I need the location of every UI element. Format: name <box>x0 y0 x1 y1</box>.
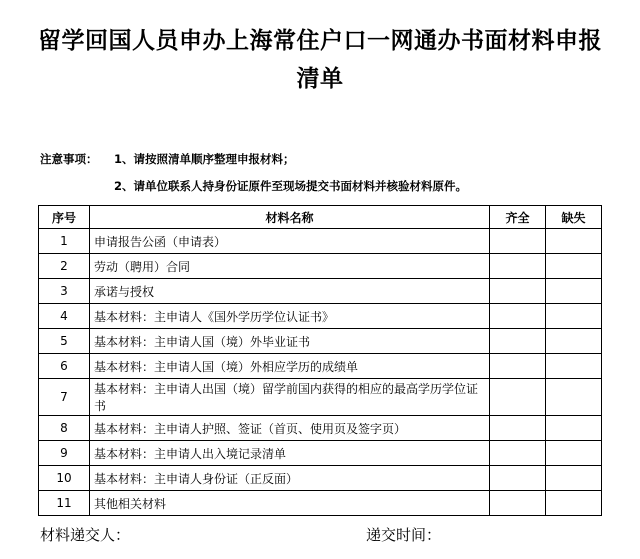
table-row <box>39 329 602 354</box>
notes-label: 注意事项： <box>40 152 98 166</box>
complete-cell[interactable] <box>490 304 546 329</box>
missing-cell[interactable] <box>546 354 602 379</box>
materials-table <box>38 205 602 516</box>
row-material-name: 基本材料：主申请人护照、签证（首页、使用页及签字页） <box>90 416 490 441</box>
row-number: 2 <box>39 254 90 279</box>
row-material-name: 基本材料：主申请人身份证（正反面） <box>90 466 490 491</box>
note-item-1: 1、请按照清单顺序整理申报材料； <box>114 152 295 166</box>
complete-cell[interactable] <box>490 491 546 516</box>
complete-cell[interactable] <box>490 379 546 416</box>
submitter-label: 材料递交人： <box>40 526 131 544</box>
missing-cell[interactable] <box>546 441 602 466</box>
table-row <box>39 354 602 379</box>
complete-cell[interactable] <box>490 466 546 491</box>
table-row <box>39 441 602 466</box>
notes-section <box>40 146 620 200</box>
header-material-name: 材料名称 <box>90 206 490 229</box>
missing-cell[interactable] <box>546 329 602 354</box>
table-row <box>39 229 602 254</box>
missing-cell[interactable] <box>546 304 602 329</box>
submit-time-label: 递交时间： <box>366 526 442 544</box>
missing-cell[interactable] <box>546 466 602 491</box>
row-number: 6 <box>39 354 90 379</box>
complete-cell[interactable] <box>490 354 546 379</box>
complete-cell[interactable] <box>490 329 546 354</box>
missing-cell[interactable] <box>546 491 602 516</box>
missing-cell[interactable] <box>546 416 602 441</box>
document-title: 留学回国人员申办上海常住户口一网通办书面材料申报清单 <box>38 27 602 92</box>
row-number: 4 <box>39 304 90 329</box>
table-row <box>39 279 602 304</box>
row-material-name: 申请报告公函（申请表） <box>90 229 490 254</box>
note-row-1 <box>40 146 620 173</box>
row-number: 8 <box>39 416 90 441</box>
complete-cell[interactable] <box>490 254 546 279</box>
row-number: 3 <box>39 279 90 304</box>
table-row <box>39 304 602 329</box>
row-material-name: 基本材料：主申请人出国（境）留学前国内获得的相应的最高学历学位证书 <box>90 379 490 416</box>
table-row <box>39 491 602 516</box>
header-complete: 齐全 <box>490 206 546 229</box>
complete-cell[interactable] <box>490 441 546 466</box>
note-row-2 <box>40 173 620 200</box>
row-number: 7 <box>39 379 90 416</box>
header-number: 序号 <box>39 206 90 229</box>
missing-cell[interactable] <box>546 229 602 254</box>
row-material-name: 基本材料：主申请人出入境记录清单 <box>90 441 490 466</box>
row-material-name: 基本材料：主申请人国（境）外相应学历的成绩单 <box>90 354 490 379</box>
header-missing: 缺失 <box>546 206 602 229</box>
row-material-name: 其他相关材料 <box>90 491 490 516</box>
row-material-name: 承诺与授权 <box>90 279 490 304</box>
complete-cell[interactable] <box>490 229 546 254</box>
table-header-row <box>39 206 602 229</box>
missing-cell[interactable] <box>546 279 602 304</box>
row-material-name: 劳动（聘用）合同 <box>90 254 490 279</box>
complete-cell[interactable] <box>490 279 546 304</box>
missing-cell[interactable] <box>546 254 602 279</box>
table-row <box>39 379 602 416</box>
row-number: 5 <box>39 329 90 354</box>
complete-cell[interactable] <box>490 416 546 441</box>
table-row <box>39 416 602 441</box>
row-number: 9 <box>39 441 90 466</box>
note-item-2: 2、请单位联系人持身份证原件至现场提交书面材料并核验材料原件。 <box>114 179 467 193</box>
row-number: 11 <box>39 491 90 516</box>
row-number: 1 <box>39 229 90 254</box>
row-material-name: 基本材料：主申请人国（境）外毕业证书 <box>90 329 490 354</box>
table-row <box>39 254 602 279</box>
table-row <box>39 466 602 491</box>
missing-cell[interactable] <box>546 379 602 416</box>
row-number: 10 <box>39 466 90 491</box>
row-material-name: 基本材料：主申请人《国外学历学位认证书》 <box>90 304 490 329</box>
